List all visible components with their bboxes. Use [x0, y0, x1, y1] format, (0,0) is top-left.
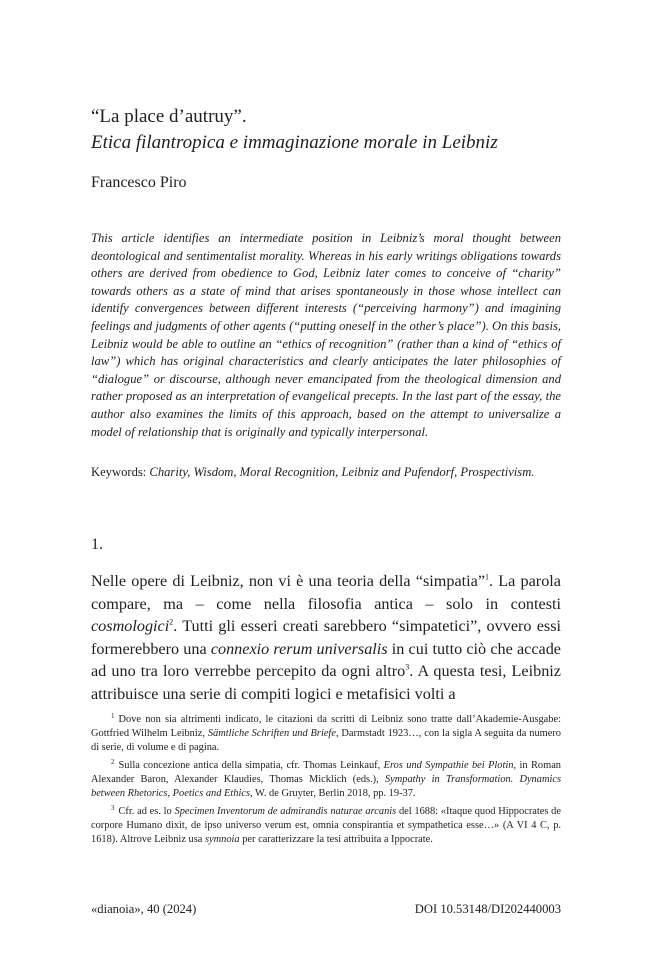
footnote-2 [91, 759, 561, 801]
footnote-ref-1[interactable]: 1 [485, 572, 490, 582]
journal-citation: «dianoia», 40 (2024) [91, 902, 197, 916]
body-text-span: . A questa tesi, Leibniz attribuisce una serie di compiti logici e metafisici volti a [91, 662, 561, 703]
footnote-text: , W. de Gruyter, Berlin 2018, pp. 19-37. [250, 788, 416, 799]
footnote-ref-3[interactable]: 3 [405, 662, 410, 672]
body-text-span: . Tutti gli esseri creati sarebbero “simpatetici”, ovvero essi formerebbero una [91, 617, 561, 658]
article-title [91, 104, 561, 156]
footnote-1 [91, 713, 561, 755]
footnote-italic: Sympathy in Transformation. Dynamics between Rhetorics, Poetics and Ethics [91, 774, 561, 799]
footnote-text: , Darmstadt 1923…, con la sigla A seguita da numero di serie, di volume e di pagina. [91, 728, 561, 753]
keywords-values: Charity, Wisdom, Moral Recognition, Leibniz and Pufendorf, Prospectivism. [149, 465, 535, 479]
footnote-number: 2 [111, 757, 115, 766]
footnote-italic: Specimen Inventorum de admirandis naturae arcanis [174, 806, 397, 817]
footnote-text: Sulla concezione antica della simpatia, cfr. Thomas Leinkauf, [118, 760, 384, 771]
footnote-italic: symnoia [204, 834, 240, 845]
keywords [91, 463, 561, 481]
footnote-text: del 1688: «Itaque quod Hippocrates de corpore Humano dixit, de ipso universo verum est, omnia conspirantia et sympathetica esse…» (A VI 4 C, p. 1618). Altrove Leibniz usa [91, 806, 561, 845]
footnote-text: per caratterizzare la tesi attribuita a Ippocrate. [239, 834, 433, 845]
footnotes [91, 713, 561, 851]
footnote-italic: Eros und Sympathie bei Plotin [383, 760, 514, 771]
body-paragraph [91, 570, 561, 705]
author-name: Francesco Piro [91, 174, 187, 191]
body-italic-span: cosmologici [91, 617, 170, 635]
footnote-3 [91, 805, 561, 847]
doi[interactable]: DOI 10.53148/DI202440003 [414, 902, 561, 916]
footnote-text: Dove non sia altrimenti indicato, le citazioni da scritti di Leibniz sono tratte dall’Akademie-Ausgabe: Gottfried Wilhelm Leibniz, [91, 714, 561, 739]
footnote-italic: Sämtliche Schriften und Briefe [207, 728, 336, 739]
body-text-span: in cui tutto ciò che accade ad uno tra loro verrebbe percepito da ogni altro [91, 639, 561, 680]
section-number: 1. [91, 536, 103, 553]
keywords-label: Keywords: [91, 465, 150, 479]
body-italic-span: connexio rerum universalis [210, 639, 388, 658]
title-subtitle: Etica filantropica e immaginazione morale in Leibniz [91, 132, 498, 153]
footnote-number: 3 [111, 803, 115, 812]
footnote-number: 1 [111, 711, 115, 720]
body-text-span: . La parola compare, ma – come nella filosofia antica – solo in contesti [91, 572, 561, 613]
abstract: This article identifies an intermediate position in Leibniz’s moral thought between deontological and sentimentalist morality. Whereas in his early writings obligations towards others are derived from obedience to God, Leibniz later comes to conceive of “charity” towards others as a state of mind that arises spontaneously in those whose intellect can identify convergences between different interests (“perceiving harmony”) and imagining feelings and judgments of other agents (“putting oneself in the other’s place”). On this basis, Leibniz would be able to outline an “ethics of recognition” (rather than a kind of “ethics of law”) which has original characteristics and clearly anticipates the later philosophies of “dialogue” or discourse, although never emancipated from the theological dimension and rather proposed as an interpretation of evangelical precepts. In the last part of the essay, the author also examines the limits of this approach, based on the attempt to universalize a model of relationship that is originally and typically interpersonal. [91, 231, 561, 439]
footnote-ref-2[interactable]: 2 [169, 617, 174, 627]
title-main: “La place d’autruy”. [91, 106, 247, 127]
footnote-text: , in Roman Alexander Baron, Alexander Klaudies, Thomas Micklich (eds.), [91, 760, 561, 785]
footnote-text: Cfr. ad es. lo [118, 806, 175, 817]
body-text-span: Nelle opere di Leibniz, non vi è una teoria della “simpatia” [91, 572, 486, 590]
